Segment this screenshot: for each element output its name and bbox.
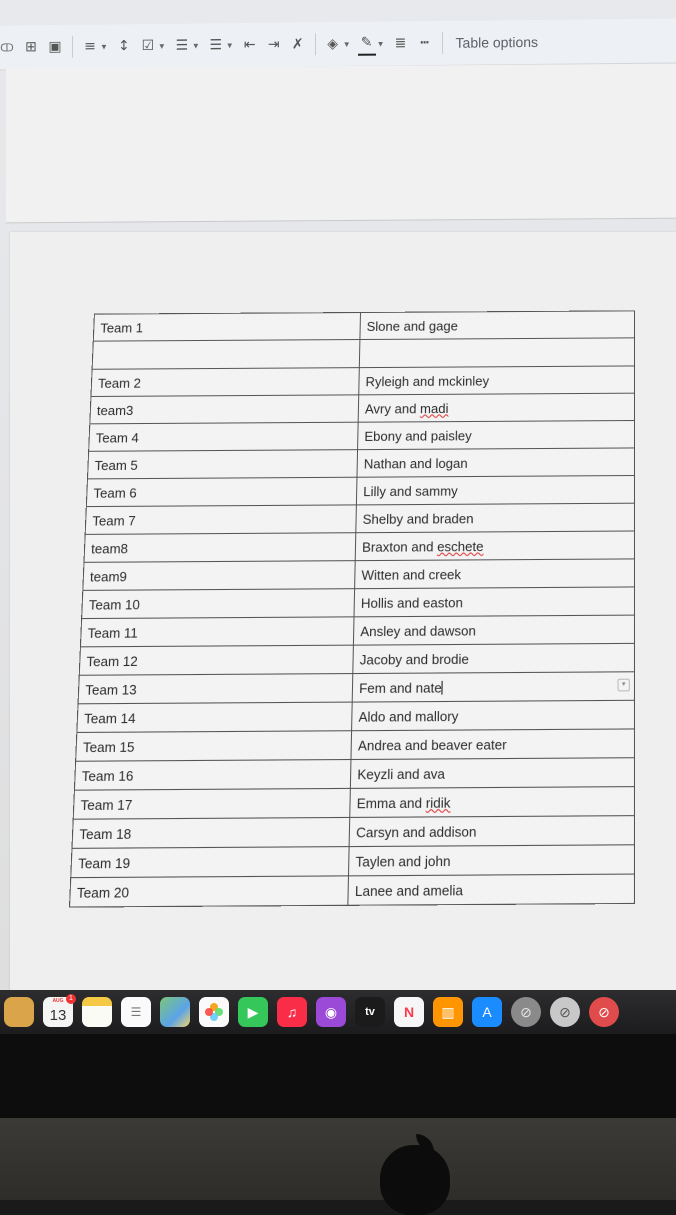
notification-badge: 1 [66,994,76,1004]
notes-icon[interactable] [82,997,112,1027]
fill-color-icon[interactable]: ◈ [327,35,339,53]
table-row [89,420,635,451]
team-name-cell[interactable]: Team 13 [78,674,353,704]
apple-logo-icon [380,1145,450,1215]
podcasts-icon[interactable]: ◉ [316,997,346,1027]
news-icon[interactable]: N [394,997,424,1027]
music-icon[interactable]: ♫ [277,997,307,1027]
team-name-cell[interactable]: Team 17 [73,788,350,819]
team-name-cell[interactable]: Team 6 [86,477,357,506]
table-row [92,338,634,369]
chevron-down-icon[interactable]: ▼ [225,40,234,50]
team-members-cell[interactable]: Lilly and sammy [356,476,634,505]
photos-flower-icon [203,1001,225,1023]
team-name-cell[interactable]: Team 15 [76,731,352,762]
team-name-cell[interactable]: Team 4 [89,422,358,451]
chevron-down-icon[interactable]: ▼ [100,41,108,51]
table-row [91,366,635,397]
team-name-cell[interactable]: Team 18 [72,817,350,848]
decrease-indent-icon[interactable]: ⇤ [243,36,256,53]
team-name-cell[interactable]: Team 16 [74,760,351,791]
team-name-cell[interactable]: Team 19 [71,847,349,878]
team-name-cell[interactable]: Team 7 [85,505,356,534]
team-members-cell[interactable]: Emma and ridik [350,787,635,818]
reminders-icon[interactable]: ☰ [121,997,151,1027]
insert-comment-icon[interactable]: ⊞ [25,39,37,56]
table-row [70,874,635,907]
table-row [82,587,635,619]
line-spacing-icon[interactable]: ↕ [118,38,130,55]
blocked-app-icon[interactable]: ⊘ [511,997,541,1027]
team-members-cell[interactable]: Aldo and mallory [352,700,635,730]
team-members-cell[interactable]: Slone and gage [360,311,635,340]
team-members-cell[interactable]: Hollis and easton [354,587,635,617]
table-row [79,643,634,675]
table-row [93,311,634,341]
chevron-down-icon[interactable]: ▼ [157,41,166,51]
previous-page [6,64,676,224]
insert-image-icon[interactable]: ▣ [48,38,62,56]
apple-tv-icon[interactable] [355,997,385,1027]
team-name-cell[interactable]: Team 2 [91,368,359,397]
team-members-cell[interactable]: Ansley and dawson [353,615,634,645]
calendar-icon[interactable] [43,997,73,1027]
team-name-cell[interactable]: team9 [83,561,355,591]
calendar-day: 13 [49,1006,67,1024]
spelling-error-underline[interactable]: ridik [425,794,451,811]
table-row [86,476,634,507]
cell-options-chevron-icon[interactable]: ▾ [618,679,630,692]
team-members-cell[interactable]: Nathan and logan [357,448,635,477]
team-name-cell[interactable]: Team 5 [87,450,357,479]
checklist-icon[interactable]: ☑ [141,37,155,55]
table-row [72,816,635,849]
facetime-icon[interactable]: ▶ [238,997,268,1027]
table-row [78,672,634,704]
zoom-partial-icon[interactable]: ↀ [0,40,14,55]
team-name-cell[interactable]: Team 14 [77,702,352,732]
bulleted-list-icon[interactable]: ☰ [175,37,189,54]
team-members-cell[interactable] [359,338,634,368]
text-cursor [442,680,443,694]
team-table [69,310,635,907]
chevron-down-icon[interactable]: ▼ [342,39,351,49]
team-name-cell[interactable]: Team 20 [70,876,349,907]
team-members-cell[interactable]: Carsyn and addison [349,816,634,847]
border-width-icon[interactable]: ≣ [394,35,407,52]
team-name-cell[interactable]: Team 12 [79,645,353,675]
team-name-cell[interactable]: Team 10 [82,589,355,619]
team-name-cell[interactable]: team3 [90,395,359,424]
team-members-cell[interactable]: Fem and nate ▾ [352,672,634,702]
team-members-cell[interactable]: Braxton and eschete [355,531,634,561]
toolbar-divider [315,33,316,55]
calendar-month: AUG [52,998,64,1004]
photos-icon[interactable] [199,997,229,1027]
toolbar-divider [72,36,73,58]
team-members-cell[interactable]: Ebony and paisley [358,420,635,449]
team-members-cell[interactable]: Witten and creek [355,559,635,589]
monitor-bezel [0,1034,676,1118]
table-row [76,729,635,761]
team-members-cell[interactable]: Keyzli and ava [350,758,634,789]
border-color-icon[interactable]: ✎ [358,32,376,56]
team-members-cell[interactable]: Avry and madi [358,393,634,422]
border-dash-icon[interactable]: ┅ [420,35,429,52]
align-icon[interactable]: ≡ [84,38,96,55]
table-row [84,531,635,562]
chevron-down-icon[interactable]: ▼ [191,40,200,51]
numbered-list-icon[interactable]: ☰ [209,37,223,54]
team-name-cell[interactable]: Team 11 [80,617,354,647]
spelling-error-underline[interactable]: madi [419,400,449,416]
dock [0,990,676,1034]
team-members-cell[interactable]: Lanee and amelia [348,874,635,905]
apple-tv-label: tv [365,1006,375,1018]
blocked-app-icon[interactable]: ⊘ [589,997,619,1027]
blocked-app-icon[interactable]: ⊘ [550,997,580,1027]
toolbar [0,18,676,70]
chevron-down-icon[interactable]: ▼ [376,39,385,49]
clear-formatting-icon[interactable]: ✗ [291,36,304,53]
table-row [73,787,634,820]
monitor-chin [0,1118,676,1200]
table-row [87,448,634,479]
team-name-cell[interactable]: Team 1 [93,313,360,342]
team-members-cell[interactable]: Shelby and braden [356,503,635,533]
increase-indent-icon[interactable]: ⇥ [267,36,280,53]
table-row [77,700,635,732]
team-members-cell[interactable]: Taylen and john [348,845,634,876]
team-members-cell[interactable]: Jacoby and brodie [353,643,635,673]
spelling-error-underline[interactable]: eschete [437,538,484,554]
team-members-cell[interactable]: Andrea and beaver eater [351,729,635,760]
table-row [85,503,634,534]
team-name-cell[interactable]: team8 [84,533,356,563]
app-store-icon[interactable]: A [472,997,502,1027]
table-options-button[interactable]: Table options [455,33,539,51]
books-icon[interactable]: ▥ [433,997,463,1027]
table-row [74,758,634,790]
table-row [90,393,635,424]
toolbar-divider [442,32,443,54]
table-row [80,615,634,647]
table-row [83,559,635,590]
team-name-cell[interactable] [92,340,360,370]
table-row [71,845,635,878]
maps-icon[interactable] [160,997,190,1027]
finder-icon[interactable] [4,997,34,1027]
team-members-cell[interactable]: Ryleigh and mckinley [359,366,635,395]
